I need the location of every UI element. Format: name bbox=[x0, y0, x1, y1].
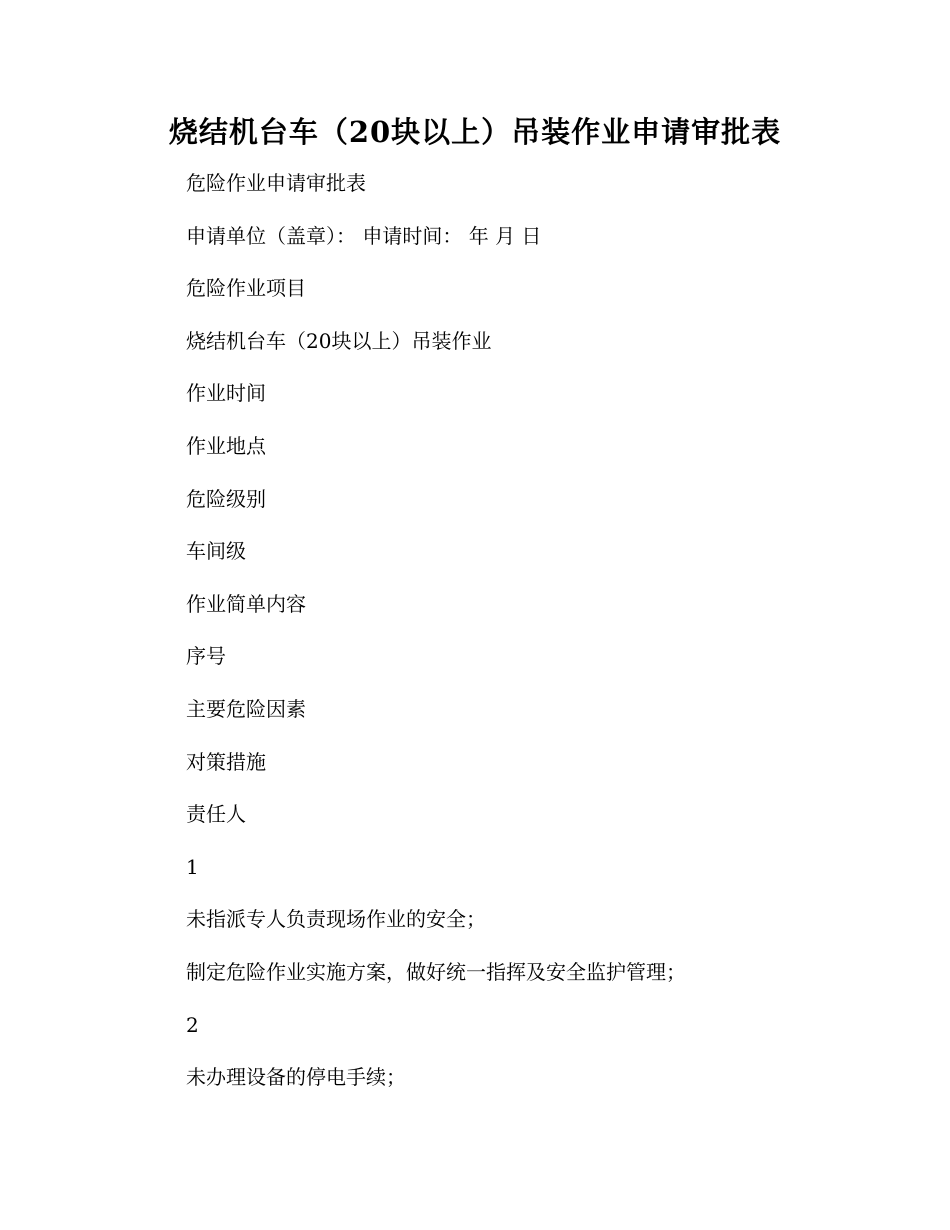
row-number: 1 bbox=[186, 854, 199, 879]
field-label-work-content: 作业简单内容 bbox=[186, 591, 306, 616]
column-header-responsible-person: 责任人 bbox=[186, 802, 246, 827]
form-subtitle: 危险作业申请审批表 bbox=[186, 171, 366, 195]
row-countermeasure: 制定危险作业实施方案，做好统一指挥及安全监护管理； bbox=[186, 959, 686, 984]
column-header-countermeasures: 对策措施 bbox=[186, 749, 266, 774]
field-value-hazard-level: 车间级 bbox=[186, 539, 246, 564]
row-hazard: 未指派专人负责现场作业的安全； bbox=[186, 907, 486, 932]
field-label-work-time: 作业时间 bbox=[186, 381, 266, 406]
row-number: 2 bbox=[186, 1012, 199, 1037]
row-hazard: 未办理设备的停电手续； bbox=[186, 1065, 406, 1090]
field-label-work-location: 作业地点 bbox=[186, 433, 266, 458]
column-header-number: 序号 bbox=[186, 644, 226, 669]
field-label-hazard-level: 危险级别 bbox=[186, 486, 266, 511]
applicant-and-date-line: 申请单位（盖章）： 申请时间： 年 月 日 bbox=[186, 223, 542, 248]
document-body bbox=[186, 163, 886, 1110]
field-label-hazard-item: 危险作业项目 bbox=[186, 276, 306, 301]
field-value-hazard-item: 烧结机台车（20块以上）吊装作业 bbox=[186, 328, 492, 353]
page-title: 烧结机台车（20块以上）吊装作业申请审批表 bbox=[168, 115, 782, 149]
column-header-main-hazards: 主要危险因素 bbox=[186, 696, 306, 721]
